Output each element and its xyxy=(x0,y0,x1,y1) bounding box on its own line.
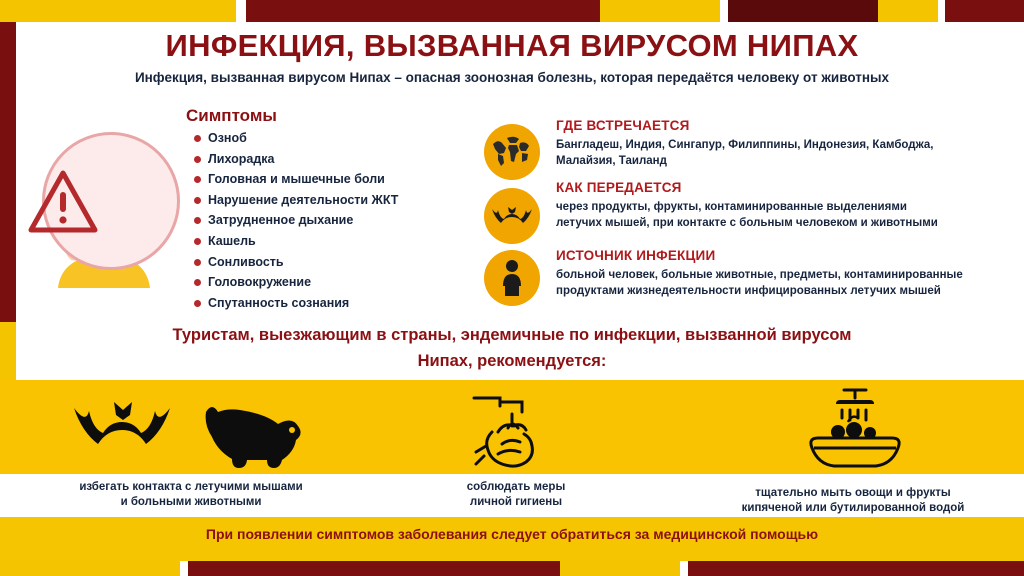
info-text-line: через продукты, фрукты, контаминированные выделениями xyxy=(556,201,907,213)
list-item: Кашель xyxy=(194,235,494,248)
top-decorative-bar xyxy=(0,0,1024,22)
pig-silhouette-icon xyxy=(188,402,318,470)
info-text-line: летучих мышей, при контакте с больным человеком и животными xyxy=(556,216,938,229)
handwashing-icon xyxy=(468,388,564,472)
list-item: Нарушение деятельности ЖКТ xyxy=(194,194,494,207)
bat-icon xyxy=(491,203,533,229)
list-item: Сонливость xyxy=(194,256,494,269)
topbar-yellow-left xyxy=(0,0,236,22)
advice-line: тщательно мыть овощи и фрукты xyxy=(755,487,951,499)
washing-fruits-icon xyxy=(800,386,910,472)
tourists-banner xyxy=(0,322,1024,374)
topbar-gap-1 xyxy=(236,0,246,22)
topbar-dark-right xyxy=(728,0,878,22)
world-map-badge xyxy=(484,124,540,180)
advice-line: соблюдать меры xyxy=(466,481,566,493)
info-text-where xyxy=(556,138,1016,169)
bottombar-gap-1 xyxy=(180,561,188,576)
bottombar-gap-2 xyxy=(680,561,688,576)
world-map-icon xyxy=(492,135,532,169)
footer-band xyxy=(0,517,1024,561)
symptoms-heading: Симптомы xyxy=(186,106,277,125)
advice-caption-2 xyxy=(406,480,626,510)
info-heading-source: ИСТОЧНИК ИНФЕКЦИИ xyxy=(556,248,716,263)
topbar-gap-3 xyxy=(938,0,945,22)
list-item: Лихорадка xyxy=(194,153,494,166)
info-text-line: Малайзия, Таиланд xyxy=(556,154,667,167)
advice-line: избегать контакта с летучими мышами xyxy=(79,481,303,493)
advice-caption-3 xyxy=(678,486,1024,516)
bottom-decorative-bar xyxy=(0,561,1024,576)
symptoms-illustration xyxy=(28,124,174,304)
bat-badge xyxy=(484,188,540,244)
list-item: Головокружение xyxy=(194,276,494,289)
advice-line: личной гигиены xyxy=(469,496,563,508)
left-red-ribbon xyxy=(0,22,16,322)
advice-line: и больными животными xyxy=(120,496,262,508)
bottombar-yellow-mid xyxy=(560,561,680,576)
person-badge xyxy=(484,250,540,306)
advice-line: кипяченой или бутилированной водой xyxy=(741,502,965,514)
symptoms-list xyxy=(194,132,494,317)
advice-caption-1 xyxy=(46,480,336,510)
warning-triangle-icon xyxy=(28,170,98,234)
tourists-line-2: Нипах, рекомендуется: xyxy=(417,352,607,370)
info-text-source xyxy=(556,268,1024,299)
advice-band xyxy=(0,380,1024,517)
info-heading-transmission: КАК ПЕРЕДАЕТСЯ xyxy=(556,180,682,195)
footer-text: При появлении симптомов заболевания следует обратиться за медицинской помощью xyxy=(205,526,819,542)
info-heading-where: ГДЕ ВСТРЕЧАЕТСЯ xyxy=(556,118,690,133)
list-item: Спутанность сознания xyxy=(194,297,494,310)
topbar-gap-2 xyxy=(720,0,728,22)
info-text-line: продуктами жизнедеятельности инфицированных летучих мышей xyxy=(556,284,941,297)
page-title: ИНФЕКЦИЯ, ВЫЗВАННАЯ ВИРУСОМ НИПАХ xyxy=(165,28,859,63)
info-text-transmission xyxy=(556,200,1016,231)
list-item: Озноб xyxy=(194,132,494,145)
page-subtitle: Инфекция, вызванная вирусом Нипах – опасная зоонозная болезнь, которая передаётся человеку от животных xyxy=(134,70,890,85)
bottombar-yellow-left xyxy=(0,561,180,576)
info-text-line: больной человек, больные животные, предметы, контаминированные xyxy=(556,269,963,281)
info-text-line: Бангладеш, Индия, Сингапур, Филиппины, Индонезия, Камбоджа, xyxy=(556,139,934,151)
topbar-yellow-mid xyxy=(600,0,720,22)
topbar-yellow-right xyxy=(878,0,938,22)
bat-silhouette-icon xyxy=(72,392,182,468)
list-item: Затрудненное дыхание xyxy=(194,214,494,227)
list-item: Головная и мышечные боли xyxy=(194,173,494,186)
tourists-line-1: Туристам, выезжающим в страны, эндемичные по инфекции, вызванной вирусом xyxy=(172,326,852,344)
person-icon xyxy=(499,259,525,297)
